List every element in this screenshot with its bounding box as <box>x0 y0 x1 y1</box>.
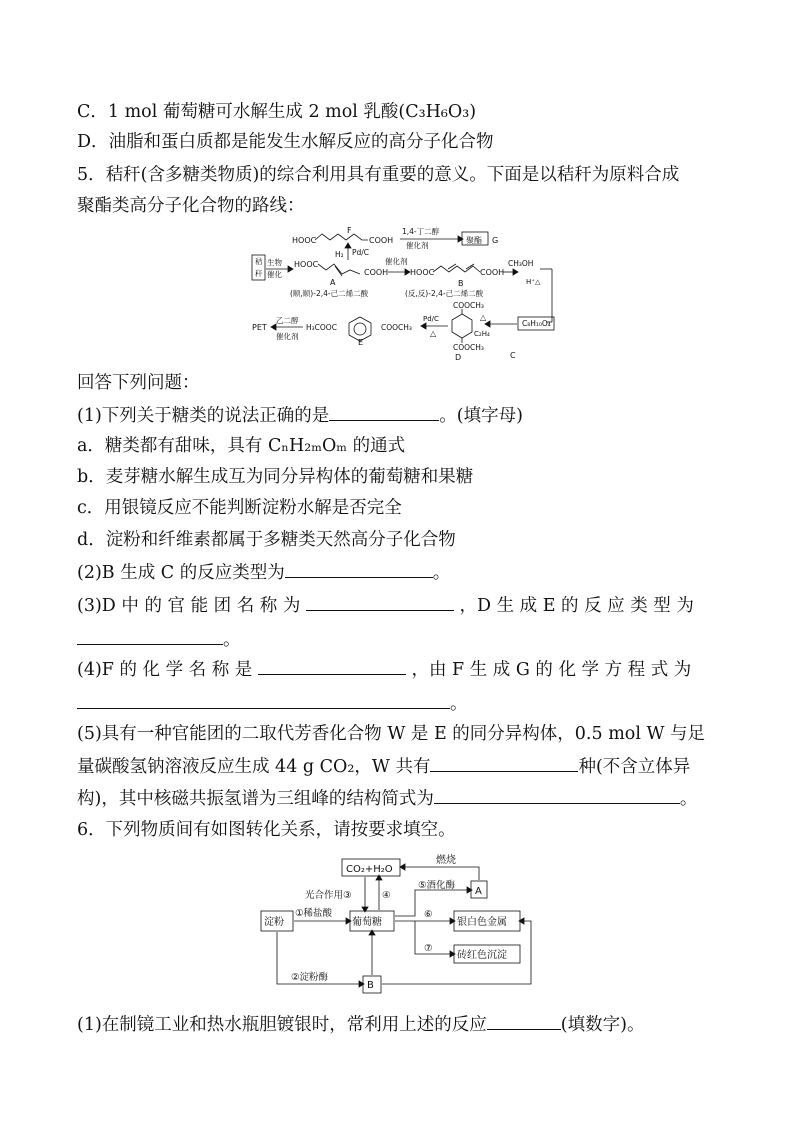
part-2-question <box>77 561 450 584</box>
answer-blank-2[interactable] <box>285 561 433 578</box>
part-5-line-3 <box>77 787 697 810</box>
polyester-label: 聚酯 <box>466 236 482 245</box>
answer-blank-5b[interactable] <box>434 787 680 804</box>
methanol-label: CH₃OH <box>508 259 534 268</box>
option-c: C．1 mol 葡萄糖可水解生成 2 mol 乳酸(C₃H₆O₃) <box>77 102 477 122</box>
option-d: D．油脂和蛋白质都是能发生水解反应的高分子化合物 <box>77 132 494 152</box>
photosynthesis-label: 光合作用③ <box>305 890 352 901</box>
step-7-label: ⑦ <box>424 943 433 954</box>
h2-label: H₂ <box>335 250 344 259</box>
b-chain <box>433 266 480 272</box>
brick-label: 砖红色沉淀 <box>457 950 507 961</box>
b-hooc: HOOC <box>410 268 435 277</box>
answer-blank-3b[interactable] <box>77 628 223 645</box>
answer-blank-4a[interactable] <box>258 658 406 675</box>
e-left-group: H₃COOC <box>306 323 337 332</box>
q6-part-1-suffix: (填数字)。 <box>560 1015 645 1035</box>
transformation-diagram <box>255 852 540 997</box>
question-5-line-2: 聚酯类高分子化合物的路线： <box>77 196 305 216</box>
arrow-glucose-to-brick <box>415 921 452 954</box>
c-formula: C₈H₁₀O₄ <box>522 319 551 328</box>
part-2-suffix: 。 <box>432 563 451 583</box>
b-label: B <box>458 279 464 288</box>
part-1-question <box>77 404 523 427</box>
choice-c: c．用银镜反应不能判断淀粉水解是否完全 <box>77 498 402 518</box>
ethylene-label: C₂H₄ <box>474 330 490 338</box>
arrowhead-straw-to-a <box>288 266 293 272</box>
c-label: C <box>510 351 516 360</box>
heat-label-2: △ <box>430 329 437 338</box>
a-cooh: COOH <box>364 268 389 277</box>
f-chain <box>315 234 368 240</box>
bio-label-bottom: 催化 <box>267 270 282 279</box>
answer-intro: 回答下列问题： <box>77 373 200 393</box>
pdc-label-1: Pd/C <box>352 248 370 257</box>
burn-label: 燃烧 <box>436 855 456 866</box>
answer-blank-3a[interactable] <box>306 594 454 611</box>
a-label: A <box>475 886 482 897</box>
b-name: (反,反)-2,4-己二烯二酸 <box>405 289 484 298</box>
part-5-suffix: 。 <box>679 789 698 809</box>
e-label: E <box>358 338 364 347</box>
answer-blank-6-1[interactable] <box>487 1013 561 1030</box>
step-2-label: ②淀粉酶 <box>291 972 329 983</box>
f-label: F <box>347 226 352 235</box>
part-4-text: (4)F 的 化 学 名 称 是 <box>77 660 253 680</box>
reagent-butanediol: 1,4-丁二醇 <box>402 227 440 236</box>
question-6-part-1 <box>77 1013 644 1036</box>
choice-b: b．麦芽糖水解生成互为同分异构体的葡萄糖和果糖 <box>77 467 474 487</box>
b-cooh: COOH <box>480 268 505 277</box>
part-2-text: (2)B 生成 C 的反应类型为 <box>77 563 285 583</box>
arrowhead-a-to-co2 <box>400 864 405 870</box>
answer-blank-5a[interactable] <box>430 755 578 772</box>
part-4-suffix: 。 <box>450 694 468 714</box>
part-4-line-1 <box>77 658 691 681</box>
glucose-label: 葡萄糖 <box>352 917 382 928</box>
catalyst-3: 催化剂 <box>276 332 299 341</box>
a-name: (顺,顺)-2,4-己二烯二酸 <box>290 289 369 298</box>
silver-label: 银白色金属 <box>457 917 507 928</box>
part-1-text: (1)下列关于糖类的说法正确的是 <box>77 406 330 426</box>
part-5-text-2: 量碳酸氢钠溶液反应生成 44 g CO₂，W 共有 <box>77 757 431 777</box>
straw-label-top: 秸 <box>255 257 263 266</box>
d-cooch3-top: COOCH₃ <box>453 301 484 310</box>
e-aromatic-circle <box>354 323 366 335</box>
d-label: D <box>455 353 462 362</box>
question-5-line-1: 5．秸秆(含多糖类物质)的综合利用具有重要的意义。下面是以秸秆为原料合成 <box>77 165 680 185</box>
part-3-line-2 <box>77 628 241 651</box>
straw-label-bottom: 秆 <box>255 269 263 278</box>
b-label: B <box>367 980 374 991</box>
step-6-label: ⑥ <box>424 909 433 920</box>
part-5-text-3: 构)，其中核磁共振氢谱为三组峰的结构简式为 <box>77 789 434 809</box>
answer-blank-1[interactable] <box>329 404 439 421</box>
arrowhead-b-to-ester <box>513 269 518 275</box>
d-ring <box>452 314 472 338</box>
d-cooch3-bottom: COOCH₃ <box>453 343 484 352</box>
arrowhead-a-to-f <box>345 243 351 248</box>
catalyst-2: 催化剂 <box>385 257 408 266</box>
choice-a: a．糖类都有甜味，具有 CₙH₂ₘOₘ 的通式 <box>77 436 406 456</box>
a-chain <box>318 264 360 274</box>
part-5-line-2 <box>77 755 690 778</box>
part-3-middle: ，D 生 成 E 的 反 应 类 型 为 <box>459 596 694 616</box>
question-6: 6．下列物质间有如图转化关系，请按要求填空。 <box>77 820 456 840</box>
part-5-line-1: (5)具有一种官能团的二取代芳香化合物 W 是 E 的同分异构体，0.5 mol W 与足 <box>77 724 706 744</box>
bio-label-top: 生物 <box>267 258 282 267</box>
e-right-group: COOCH₃ <box>381 323 412 332</box>
glycol-label: 乙二醇 <box>276 316 299 325</box>
starch-label: 淀粉 <box>264 917 284 928</box>
part-5-text-2b: 种(不含立体异 <box>578 757 691 777</box>
f-hooc: HOOC <box>292 236 317 245</box>
f-cooh: COOH <box>369 236 394 245</box>
a-label: A <box>330 278 336 287</box>
a-hooc: HOOC <box>294 260 319 269</box>
step-5-label: ⑤酒化酶 <box>418 880 456 891</box>
g-label: G <box>492 236 499 245</box>
arrow-a-to-co2 <box>403 867 479 880</box>
heat-label-1: △ <box>480 313 487 322</box>
q6-part-1-text: (1)在制镜工业和热水瓶胆镀银时，常利用上述的反应 <box>77 1015 487 1035</box>
step-4-label: ④ <box>382 890 391 901</box>
arrowhead-e-to-pet <box>271 324 276 330</box>
part-1-suffix: 。(填字母) <box>439 406 523 426</box>
part-4-middle: ，由 F 生 成 G 的 化 学 方 程 式 为 <box>411 660 692 680</box>
reagent-catalyst-1: 催化剂 <box>406 241 429 250</box>
acid-heat-label: H⁺△ <box>526 278 541 286</box>
pdc-label-2: Pd/C <box>423 315 439 323</box>
part-4-line-2 <box>77 692 468 715</box>
synthesis-route-diagram <box>240 218 560 364</box>
a-double-bond <box>335 266 342 276</box>
part-3-line-1 <box>77 594 694 617</box>
step-1-label: ①稀盐酸 <box>295 908 333 919</box>
part-3-suffix: 。 <box>223 630 241 650</box>
pet-label: PET <box>252 323 267 332</box>
b-double-bond-1 <box>448 264 456 269</box>
choice-d: d．淀粉和纤维素都属于多糖类天然高分子化合物 <box>77 530 456 550</box>
answer-blank-4b[interactable] <box>77 692 450 709</box>
arrowhead-d-to-e <box>421 323 426 329</box>
co2-label: CO₂+H₂O <box>346 864 393 875</box>
part-3-text: (3)D 中 的 官 能 团 名 称 为 <box>77 596 301 616</box>
